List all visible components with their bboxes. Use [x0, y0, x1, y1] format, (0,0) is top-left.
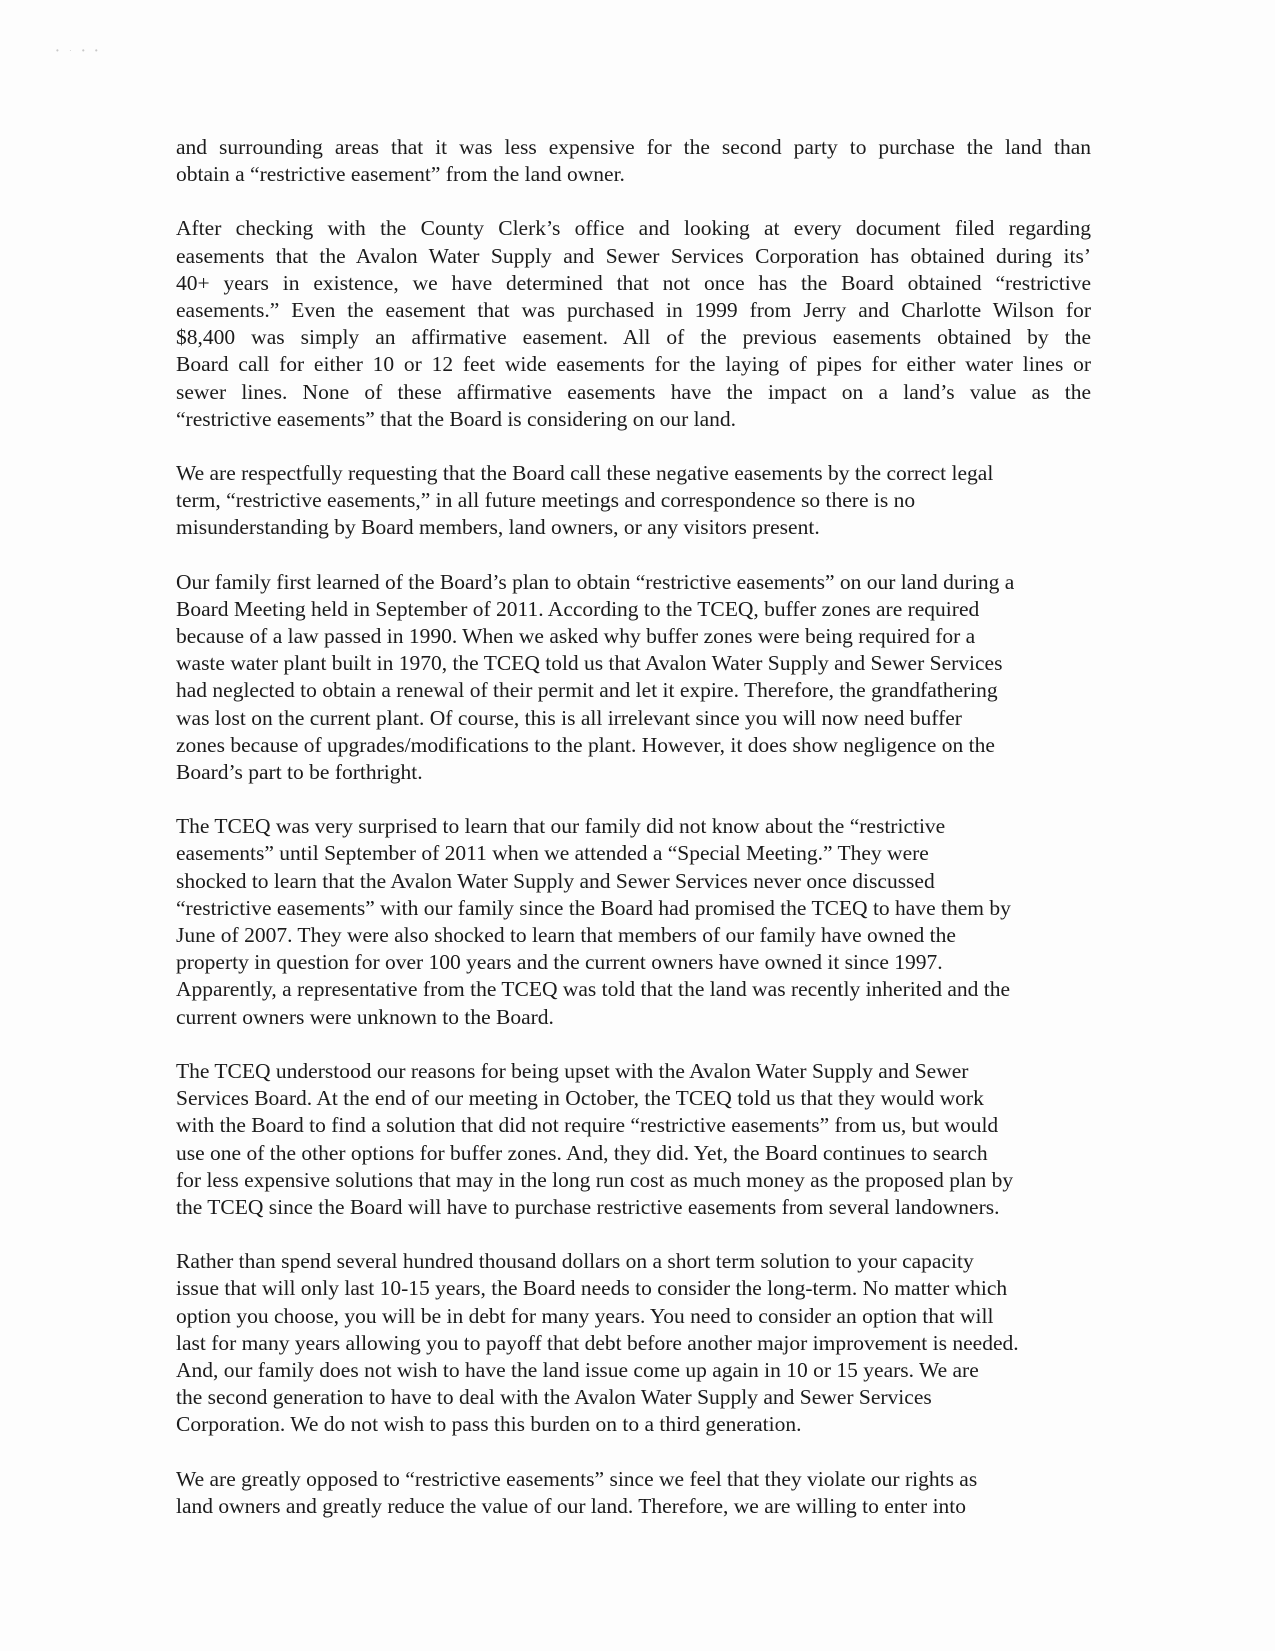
- paragraph-tceq-understood: [176, 1058, 1091, 1221]
- text-line: easements.” Even the easement that was purchased in 1999 from Jerry and Charlotte Wilson for: [176, 298, 1091, 323]
- paragraph-terminology-request: [176, 460, 1091, 542]
- text-line: Board Meeting held in September of 2011. According to the TCEQ, buffer zones are required: [176, 596, 980, 621]
- text-line: had neglected to obtain a renewal of their permit and let it expire. Therefore, the grandfathering: [176, 678, 998, 703]
- text-line: “restrictive easements” that the Board is considering on our land.: [176, 406, 737, 431]
- text-line: was lost on the current plant. Of course, this is all irrelevant since you will now need buffer: [176, 705, 962, 730]
- text-line: $8,400 was simply an affirmative easement. All of the previous easements obtained by the: [176, 325, 1091, 350]
- text-line: Services Board. At the end of our meeting in October, the TCEQ told us that they would work: [176, 1086, 984, 1111]
- text-line: After checking with the County Clerk’s office and looking at every document filed regarding: [176, 216, 1091, 241]
- letter-body: [176, 134, 1091, 1547]
- text-line: Corporation. We do not wish to pass this burden on to a third generation.: [176, 1412, 802, 1437]
- text-line: waste water plant built in 1970, the TCEQ told us that Avalon Water Supply and Sewer Services: [176, 651, 1003, 676]
- text-line: and surrounding areas that it was less expensive for the second party to purchase the land than: [176, 135, 1091, 159]
- scan-artifact-marks: • · • •: [56, 46, 102, 55]
- text-line: Board call for either 10 or 12 feet wide easements for the laying of pipes for either water lines or: [176, 352, 1091, 377]
- text-line: easements that the Avalon Water Supply and Sewer Services Corporation has obtained during its’: [176, 243, 1091, 268]
- text-line: We are greatly opposed to “restrictive easements” since we feel that they violate our rights as: [176, 1466, 978, 1491]
- text-line: zones because of upgrades/modifications to the plant. However, it does show negligence on the: [176, 732, 995, 757]
- paragraph-land-purchase: [176, 134, 1091, 188]
- paragraph-first-learned: [176, 569, 1091, 787]
- text-line: easements” until September of 2011 when we attended a “Special Meeting.” They were: [176, 841, 929, 866]
- text-line: sewer lines. None of these affirmative easements have the impact on a land’s value as the: [176, 379, 1091, 404]
- text-line: because of a law passed in 1990. When we asked why buffer zones were being required for a: [176, 624, 976, 649]
- text-line: Board’s part to be forthright.: [176, 760, 423, 785]
- text-line: And, our family does not wish to have the land issue come up again in 10 or 15 years. We are: [176, 1357, 979, 1382]
- text-line: shocked to learn that the Avalon Water Supply and Sewer Services never once discussed: [176, 868, 935, 893]
- text-line: for less expensive solutions that may in the long run cost as much money as the proposed plan by: [176, 1167, 1014, 1192]
- text-line: The TCEQ understood our reasons for being upset with the Avalon Water Supply and Sewer: [176, 1058, 969, 1083]
- text-line: issue that will only last 10-15 years, the Board needs to consider the long-term. No matter which: [176, 1276, 1008, 1301]
- text-line: June of 2007. They were also shocked to learn that members of our family have owned the: [176, 923, 956, 948]
- paragraph-opposed: [176, 1466, 1091, 1520]
- text-line: “restrictive easements” with our family since the Board had promised the TCEQ to have them by: [176, 895, 1011, 920]
- text-line: misunderstanding by Board members, land owners, or any visitors present.: [176, 515, 820, 540]
- text-line: land owners and greatly reduce the value of our land. Therefore, we are willing to enter into: [176, 1493, 967, 1518]
- text-line: Our family first learned of the Board’s plan to obtain “restrictive easements” on our land during a: [176, 569, 1015, 594]
- text-line: Apparently, a representative from the TCEQ was told that the land was recently inherited and the: [176, 977, 1011, 1002]
- text-line: We are respectfully requesting that the Board call these negative easements by the correct legal: [176, 461, 994, 486]
- text-line: 40+ years in existence, we have determined that not once has the Board obtained “restrictive: [176, 270, 1091, 295]
- text-line: The TCEQ was very surprised to learn that our family did not know about the “restrictive: [176, 814, 946, 839]
- text-line: obtain a “restrictive easement” from the land owner.: [176, 162, 625, 187]
- text-line: Rather than spend several hundred thousand dollars on a short term solution to your capacity: [176, 1249, 974, 1274]
- text-line: the second generation to have to deal with the Avalon Water Supply and Sewer Services: [176, 1385, 932, 1410]
- text-line: property in question for over 100 years and the current owners have owned it since 1997.: [176, 950, 943, 975]
- text-line: the TCEQ since the Board will have to purchase restrictive easements from several landowners.: [176, 1194, 1000, 1219]
- text-line: term, “restrictive easements,” in all future meetings and correspondence so there is no: [176, 488, 916, 513]
- text-line: current owners were unknown to the Board.: [176, 1004, 554, 1029]
- text-line: last for many years allowing you to payoff that debt before another major improvement is needed.: [176, 1330, 1019, 1355]
- text-line: option you choose, you will be in debt for many years. You need to consider an option that will: [176, 1303, 994, 1328]
- paragraph-county-clerk-findings: [176, 215, 1091, 433]
- text-line: use one of the other options for buffer zones. And, they did. Yet, the Board continues to search: [176, 1140, 988, 1165]
- paragraph-tceq-surprised: [176, 813, 1091, 1031]
- paragraph-long-term: [176, 1248, 1091, 1438]
- text-line: with the Board to find a solution that did not require “restrictive easements” from us, but would: [176, 1113, 999, 1138]
